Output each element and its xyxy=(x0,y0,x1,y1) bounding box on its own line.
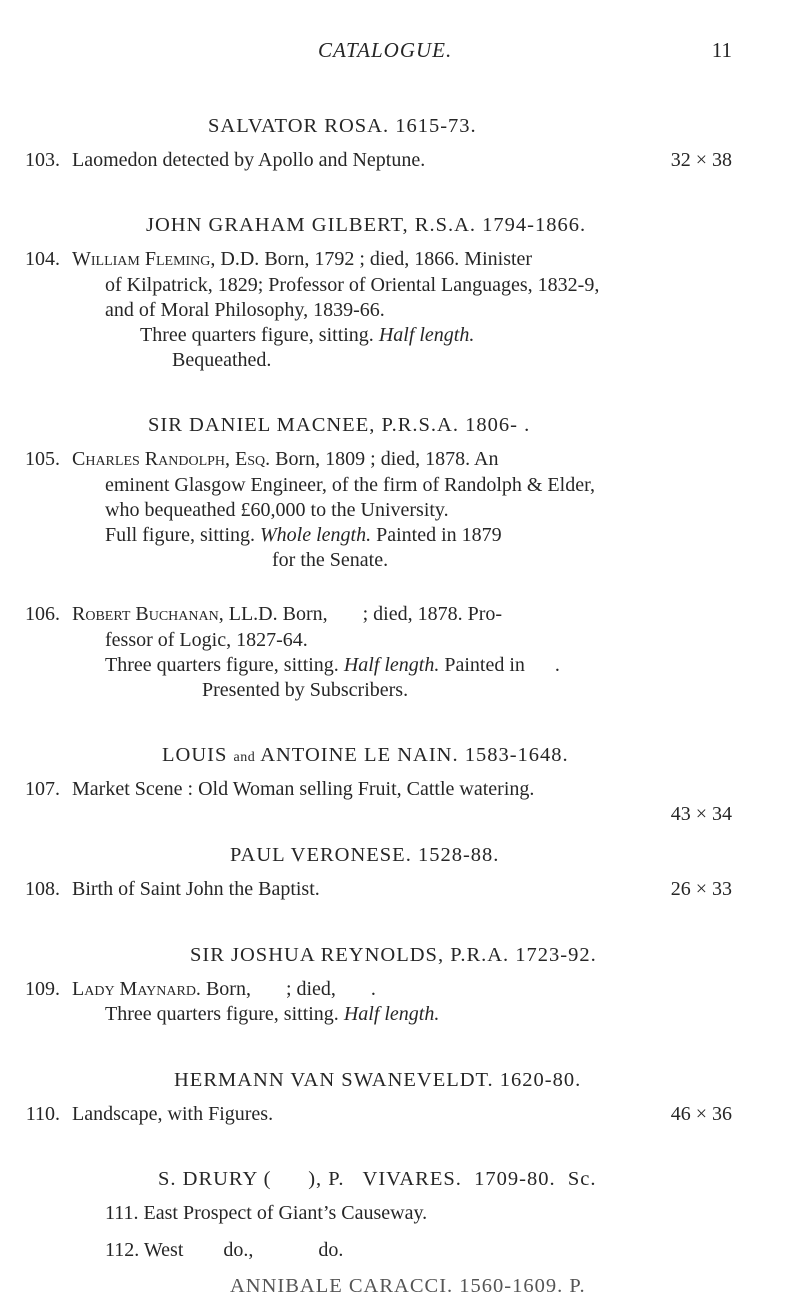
entry-line: Three quarters figure, sitting. Half length. Painted in . xyxy=(105,654,560,676)
sitter-name: Lady Maynard. xyxy=(72,978,201,1000)
entry-line: of Kilpatrick, 1829; Professor of Oriental Languages, 1832-9, xyxy=(105,274,600,296)
entry-title: Birth of Saint John the Baptist. xyxy=(72,878,320,900)
entry-line: Bequeathed. xyxy=(172,349,272,371)
entry-size: 32 × 38 xyxy=(670,149,732,171)
artist-heading: SIR DANIEL MACNEE, P.R.S.A. 1806- . xyxy=(148,414,531,436)
entry-number: 106. xyxy=(25,603,60,625)
entry-line: who bequeathed £60,000 to the University. xyxy=(105,499,449,521)
entry-title: Market Scene : Old Woman selling Fruit, Cattle watering. xyxy=(72,778,535,800)
artist-heading: JOHN GRAHAM GILBERT, R.S.A. 1794-1866. xyxy=(146,214,587,236)
entry-size: 46 × 36 xyxy=(670,1103,732,1125)
artist-heading: LOUIS and ANTOINE LE NAIN. 1583-1648. xyxy=(162,744,569,766)
entry-number: 104. xyxy=(25,248,60,270)
entry-line: Lady Maynard. Born, ; died, . xyxy=(72,978,376,1000)
artist-heading: SALVATOR ROSA. 1615-73. xyxy=(208,115,477,137)
entry-number: 105. xyxy=(25,448,60,470)
entry-line: Presented by Subscribers. xyxy=(202,679,409,701)
entry-title: West do., do. xyxy=(143,1239,344,1261)
entry-number: 112. xyxy=(105,1239,140,1261)
entry-number: 111. xyxy=(105,1202,139,1224)
entry-number: 107. xyxy=(25,778,60,800)
entry-line: Full figure, sitting. Whole length. Painted in 1879 xyxy=(105,524,502,546)
artist-heading: PAUL VERONESE. 1528-88. xyxy=(230,844,500,866)
entry-line: Three quarters figure, sitting. Half length. xyxy=(140,324,475,346)
page-number: 11 xyxy=(711,38,732,62)
entry-line: eminent Glasgow Engineer, of the firm of Randolph & Elder, xyxy=(105,474,595,496)
entry-title: Landscape, with Figures. xyxy=(72,1103,274,1125)
entry-line: Three quarters figure, sitting. Half length. xyxy=(105,1003,440,1025)
entry-line: Charles Randolph, Esq. Born, 1809 ; died, 1878. An xyxy=(72,448,499,470)
artist-heading: S. DRURY ( ), P. VIVARES. 1709-80. Sc. xyxy=(158,1168,597,1190)
running-title: CATALOGUE. xyxy=(318,38,453,62)
artist-heading: ANNIBALE CARACCI. 1560-1609. P. xyxy=(230,1275,586,1297)
sitter-name: William Fleming, D.D. xyxy=(72,248,260,270)
entry-title: Laomedon detected by Apollo and Neptune. xyxy=(72,149,426,171)
entry-line: fessor of Logic, 1827-64. xyxy=(105,629,308,651)
entry-line: Robert Buchanan, LL.D. Born, ; died, 1878. Pro- xyxy=(72,603,503,625)
entry-size: 43 × 34 xyxy=(670,803,732,825)
entry-number: 110. xyxy=(25,1103,60,1125)
entry-line xyxy=(105,1203,427,1223)
artist-heading: HERMANN VAN SWANEVELDT. 1620-80. xyxy=(174,1069,582,1091)
entry-number: 103. xyxy=(25,149,60,171)
entry-number: 108. xyxy=(25,878,60,900)
sitter-name: Robert Buchanan, LL.D. xyxy=(72,603,278,625)
entry-line: and of Moral Philosophy, 1839-66. xyxy=(105,299,385,321)
sitter-name: Charles Randolph, Esq. xyxy=(72,448,271,470)
entry-line: William Fleming, D.D. Born, 1792 ; died, 1866. Minister xyxy=(72,248,533,270)
entry-line: for the Senate. xyxy=(272,549,389,571)
artist-heading: SIR JOSHUA REYNOLDS, P.R.A. 1723-92. xyxy=(190,944,597,966)
entry-title: East Prospect of Giant’s Causeway. xyxy=(143,1202,428,1224)
entry-line xyxy=(105,1240,343,1260)
entry-number: 109. xyxy=(25,978,60,1000)
entry-size: 26 × 33 xyxy=(670,878,732,900)
